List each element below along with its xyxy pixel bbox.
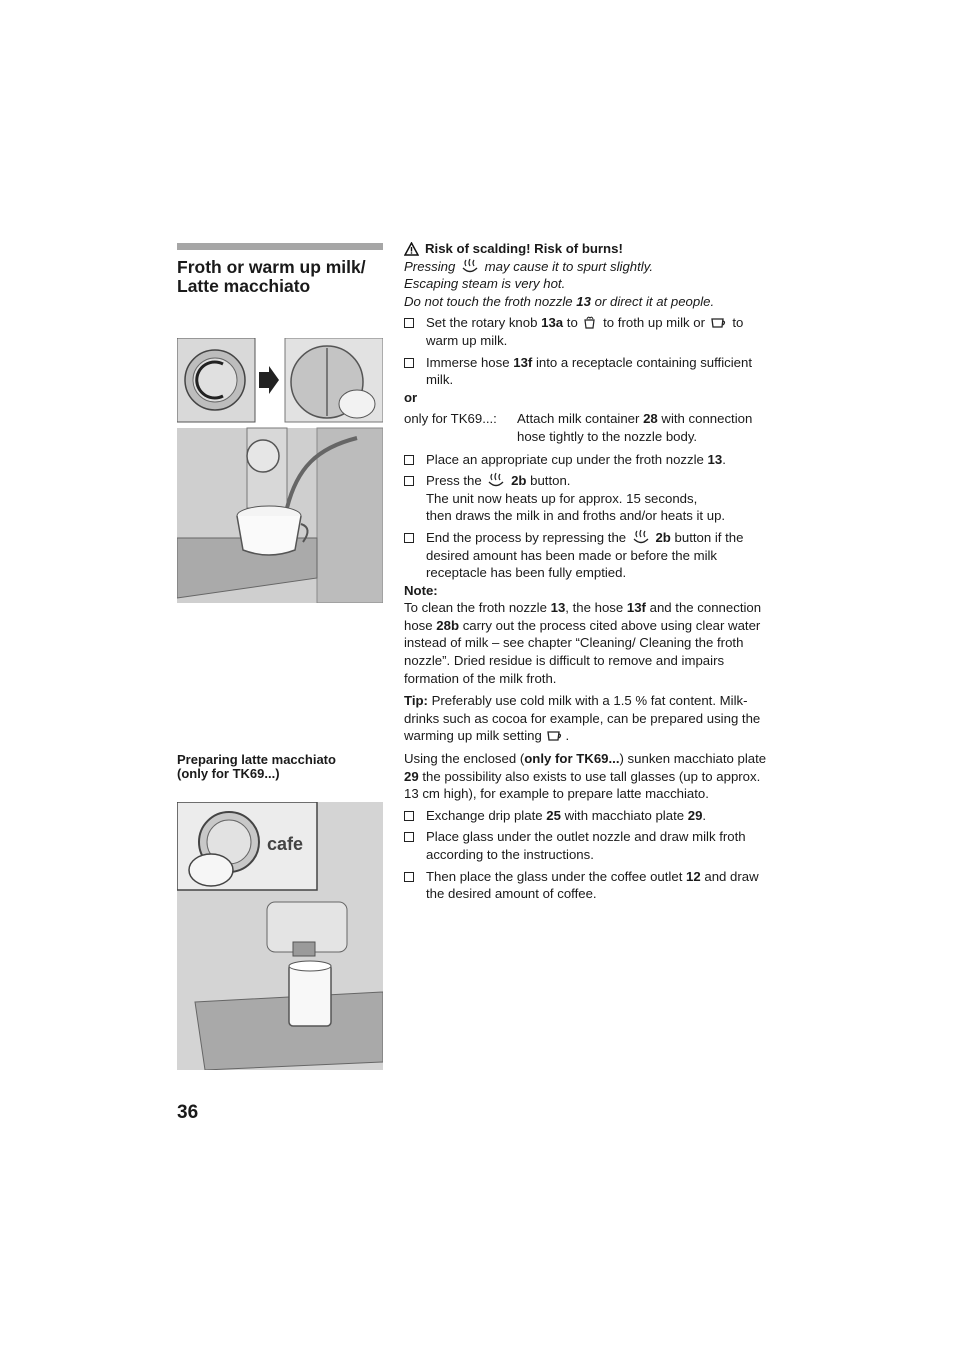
list-item: Set the rotary knob 13a to to froth up milk or to warm up milk. (404, 314, 776, 349)
bullet-box-icon (404, 318, 414, 328)
steam-icon (487, 472, 505, 488)
froth-milk-illustration (177, 338, 383, 603)
tip-text: Tip: Preferably use cold milk with a 1.5 % fat content. Milk-drinks such as cocoa for example, can be prepared using the warming up milk setting . (404, 693, 761, 744)
warning-title: Risk of scalding! Risk of burns! (404, 240, 776, 258)
warning-line-2: Escaping steam is very hot. (404, 276, 566, 292)
note-heading: Note: (404, 582, 438, 598)
bullet-box-icon (404, 832, 414, 842)
list-item: Place an appropriate cup under the froth nozzle 13. (404, 451, 776, 469)
instructions-column (404, 240, 776, 903)
page-number: 36 (177, 1102, 199, 1123)
list-item: End the process by repressing the 2b button if the desired amount has been made or before the milk receptacle has been fully emptied. (404, 529, 776, 582)
macchiato-intro: Using the enclosed (only for TK69...) sunken macchiato plate 29 the possibility also exists to use tall glasses (up to approx. 13 cm high), for example to prepare latte macchiato. (404, 751, 767, 802)
subheading-latte-macchiato: Preparing latte macchiato (only for TK69...) (177, 752, 336, 781)
tk69-option: only for TK69...: Attach milk container 28 with connection hose tightly to the nozzle body. (404, 411, 753, 444)
bullet-box-icon (404, 533, 414, 543)
page-title: Froth or warm up milk/ Latte macchiato (177, 257, 366, 296)
warning-triangle-icon (404, 242, 419, 256)
bullet-box-icon (404, 872, 414, 882)
section-rule (177, 243, 383, 250)
note-text: To clean the froth nozzle 13, the hose 13f and the connection hose 28b carry out the process cited above using clear water instead of milk – see chapter “Cleaning/ Cleaning the froth nozzle”. Dried residue is difficult to remove and impairs formation of the milk froth. (404, 600, 762, 686)
or-label: or (404, 389, 418, 405)
bullet-box-icon (404, 476, 414, 486)
cafe-label: cafe (267, 834, 304, 854)
list-item: Then place the glass under the coffee outlet 12 and draw the desired amount of coffee. (404, 868, 776, 903)
froth-cup-icon (583, 315, 597, 330)
list-item: Exchange drip plate 25 with macchiato plate 29. (404, 807, 776, 825)
bullet-box-icon (404, 455, 414, 465)
warm-milk-cup-icon (547, 729, 563, 743)
list-item: Place glass under the outlet nozzle and draw milk froth according to the instructions. (404, 828, 776, 863)
warm-milk-cup-icon (711, 316, 727, 330)
list-item: Press the 2b button. The unit now heats up for approx. 15 seconds, then draws the milk in and froths and/or heats it up. (404, 472, 776, 525)
figure-latte-macchiato (177, 802, 383, 1070)
warning-line-1: Pressing may cause it to spurt slightly. (404, 258, 653, 274)
steam-icon (461, 258, 479, 274)
latte-macchiato-illustration (177, 802, 383, 1070)
bullet-box-icon (404, 358, 414, 368)
steam-icon (632, 529, 650, 545)
figure-froth-milk (177, 338, 383, 603)
warning-line-3: Do not touch the froth nozzle 13 or direct it at people. (404, 293, 715, 309)
bullet-box-icon (404, 811, 414, 821)
list-item: Immerse hose 13f into a receptacle containing sufficient milk. (404, 354, 776, 389)
section-header (177, 243, 383, 296)
